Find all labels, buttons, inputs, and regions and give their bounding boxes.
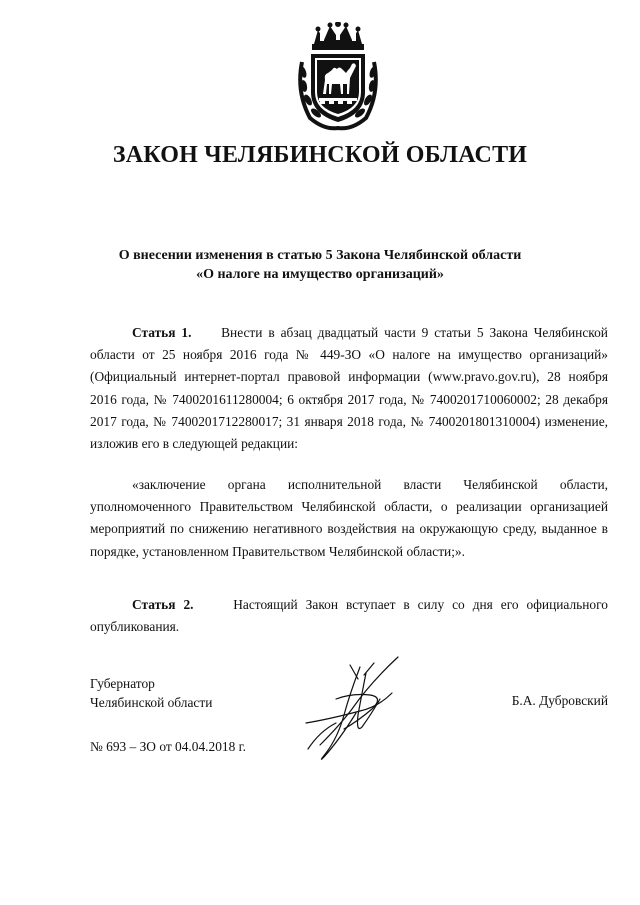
article-2 [90, 594, 608, 638]
article-2-paragraph [90, 594, 608, 638]
article-1-quote-text: «заключение органа исполнительной власти Челябинской области, уполномоченного Правительством Челябинской области, о реализации организацией мероприятий по снижению негативного воздействия на окружающую среду, выданное в порядке, установленном Правительством Челябинской области;». [90, 477, 608, 559]
article-1 [90, 322, 608, 455]
signatory-name: Б.А. Дубровский [511, 693, 608, 708]
law-number-and-date: № 693 – ЗО от 04.04.2018 г. [90, 739, 246, 754]
subtitle-line-1: О внесении изменения в статью 5 Закона Челябинской области [118, 248, 522, 263]
article-1-label: Статья 1. [132, 325, 192, 340]
article-2-text: Настоящий Закон вступает в силу со дня его официального опубликования. [90, 597, 608, 635]
document-title: ЗАКОН ЧЕЛЯБИНСКОЙ ОБЛАСТИ [112, 142, 528, 168]
article-1-text: Внести в абзац двадцатый части 9 статьи 5 Закона Челябинской области от 25 ноября 2016 года № 449-ЗО «О налоге на имущество организаций» (Официальный интернет-портал правовой информации (www.pravo.gov.ru), 28 ноября 2016 года, № 7400201611280004; 6 октября 2017 года, № 7400201710060002; 28 декабря 2017 года, № 7400201712280017; 31 января 2018 года, № 7400201801310004) изменение, изложив его в следующей редакции: [90, 325, 608, 452]
signatory-position-line-2: Челябинской области [90, 695, 213, 710]
document-subtitle [90, 246, 550, 284]
article-1-quote [90, 474, 608, 563]
article-1-paragraph [90, 322, 608, 455]
signatory-position-line-1: Губернатор [90, 676, 155, 691]
chelyabinsk-coat-of-arms-icon [294, 22, 382, 132]
handwritten-signature-icon [300, 653, 410, 768]
subtitle-line-2: «О налоге на имущество организаций» [196, 267, 444, 282]
article-2-label: Статья 2. [132, 597, 194, 612]
signatory-position [90, 674, 212, 712]
